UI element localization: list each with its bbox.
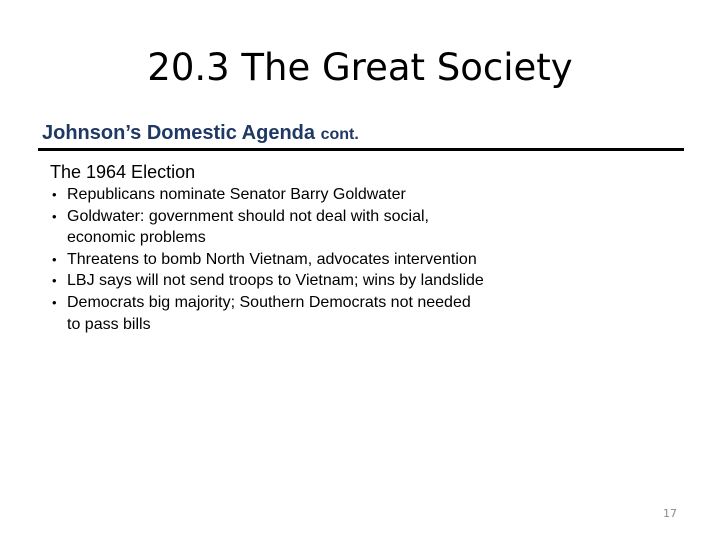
bullet-item — [48, 292, 488, 335]
slide-title: 20.3 The Great Society — [147, 46, 573, 89]
bullet-text: Threatens to bomb North Vietnam, advocates intervention — [67, 250, 477, 268]
bullet-item — [48, 206, 488, 249]
page-number: 17 — [663, 507, 677, 520]
bullet-dot-icon: • — [52, 208, 57, 224]
section-heading — [42, 121, 359, 147]
bullet-dot-icon: • — [52, 273, 57, 289]
bullet-list — [48, 184, 488, 335]
bullet-text: Republicans nominate Senator Barry Goldwater — [67, 186, 406, 203]
bullet-text: LBJ says will not send troops to Vietnam; wins by landslide — [67, 272, 484, 290]
bullet-item — [48, 184, 488, 206]
section-heading-text: Johnson’s Domestic Agenda — [42, 122, 316, 144]
bullet-dot-icon: • — [52, 187, 57, 202]
bullet-text: Goldwater: government should not deal with social, economic problems — [67, 207, 429, 247]
heading-divider — [38, 148, 684, 151]
bullet-item — [48, 270, 488, 292]
bullet-item — [48, 249, 488, 271]
bullet-text: Democrats big majority; Southern Democrats not needed to pass bills — [67, 293, 471, 333]
bullet-dot-icon: • — [52, 294, 57, 310]
bullet-dot-icon: • — [52, 251, 57, 267]
section-heading-suffix: cont. — [320, 126, 359, 143]
subheading: The 1964 Election — [50, 162, 196, 182]
